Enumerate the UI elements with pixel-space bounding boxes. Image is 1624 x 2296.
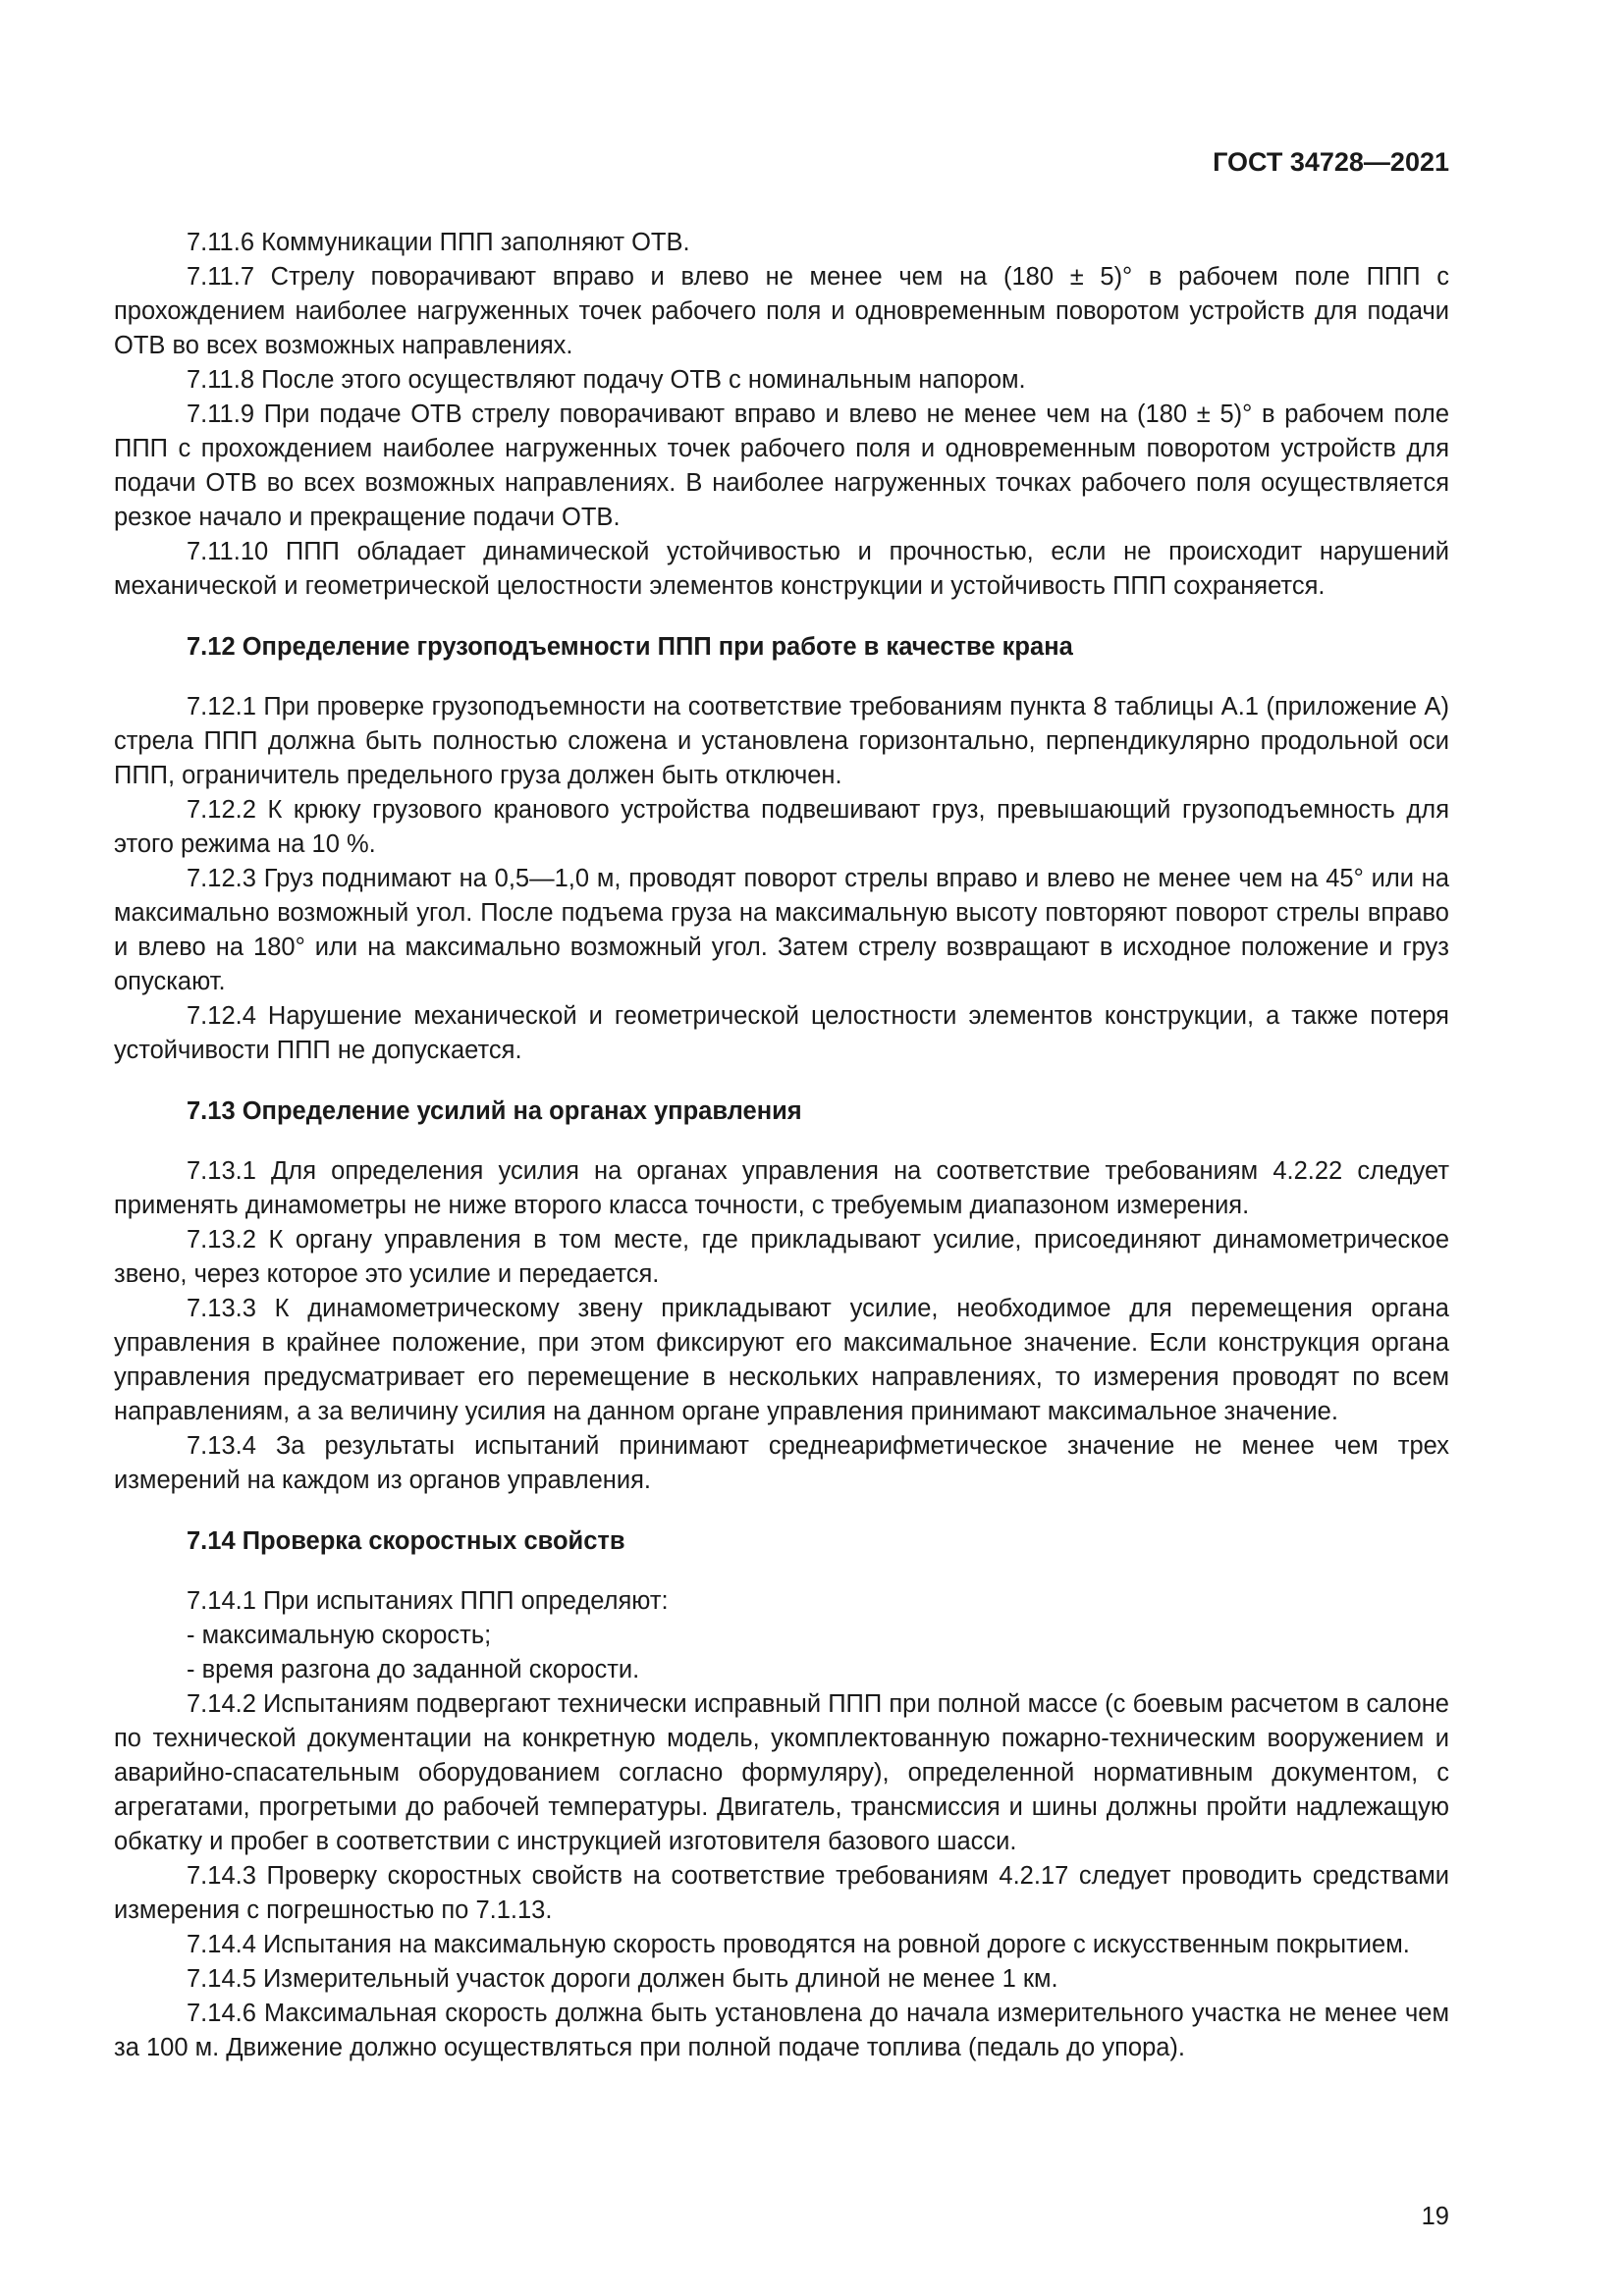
document-header: ГОСТ 34728—2021 bbox=[1213, 147, 1449, 177]
paragraph-7-12-1: 7.12.1 При проверке грузоподъемности на соответствие требованиям пункта 8 таблицы А.1 (приложение А) стрела ППП должна быть полностью сложена и установлена горизонтально, перпендикулярно продольной оси ППП, ограничитель предельного груза должен быть отключен. bbox=[114, 693, 1449, 789]
section-heading-7-14: 7.14 Проверка скоростных свойств bbox=[187, 1527, 625, 1555]
document-page bbox=[114, 0, 1449, 2296]
paragraph-7-14-6: 7.14.6 Максимальная скорость должна быть установлена до начала измерительного участка не менее чем за 100 м. Движение должно осуществляться при полной подаче топлива (педаль до упора). bbox=[114, 2000, 1449, 2061]
paragraph-7-14-4: 7.14.4 Испытания на максимальную скорость проводятся на ровной дороге с искусственным покрытием. bbox=[187, 1931, 1410, 1958]
paragraph-7-11-8: 7.11.8 После этого осуществляют подачу ОТВ с номинальным напором. bbox=[187, 366, 1026, 394]
paragraph-7-13-2: 7.13.2 К органу управления в том месте, где прикладывают усилие, присоединяют динамометрическое звено, через которое это усилие и передается. bbox=[114, 1226, 1449, 1288]
paragraph-7-13-4: 7.13.4 За результаты испытаний принимают среднеарифметическое значение не менее чем трех измерений на каждом из органов управления. bbox=[114, 1432, 1449, 1494]
section-heading-7-12: 7.12 Определение грузоподъемности ППП при работе в качестве крана bbox=[187, 633, 1073, 661]
paragraph-7-14-2: 7.14.2 Испытаниям подвергают технически исправный ППП при полной массе (с боевым расчетом в салоне по технической документации на конкретную модель, укомплектованную пожарно-техническим вооружением и аварийно-спасательным оборудованием согласно формуляру), определенной нормативным документом, с агрегатами, прогретыми до рабочей температуры. Двигатель, трансмиссия и шины должны пройти надлежащую обкатку и пробег в соответствии с инструкцией изготовителя базового шасси. bbox=[114, 1690, 1449, 1855]
list-item: - время разгона до заданной скорости. bbox=[187, 1656, 640, 1683]
paragraph-7-14-1: 7.14.1 При испытаниях ППП определяют: bbox=[187, 1587, 669, 1615]
paragraph-7-13-1: 7.13.1 Для определения усилия на органах управления на соответствие требованиям 4.2.22 следует применять динамометры не ниже второго класса точности, с требуемым диапазоном измерения. bbox=[114, 1157, 1449, 1219]
list-item: - максимальную скорость; bbox=[187, 1622, 492, 1649]
paragraph-7-14-3: 7.14.3 Проверку скоростных свойств на соответствие требованиям 4.2.17 следует проводить средствами измерения с погрешностью по 7.1.13. bbox=[114, 1862, 1449, 1924]
paragraph-7-13-3: 7.13.3 К динамометрическому звену прикладывают усилие, необходимое для перемещения органа управления в крайнее положение, при этом фиксируют его максимальное значение. Если конструкция органа управления предусматривает его перемещение в нескольких направлениях, то измерения проводят по всем направлениям, а за величину усилия на данном органе управления принимают максимальное значение. bbox=[114, 1295, 1449, 1425]
paragraph-7-11-9: 7.11.9 При подаче ОТВ стрелу поворачивают вправо и влево не менее чем на (180 ± 5)° в рабочем поле ППП с прохождением наиболее нагруженных точек рабочего поля и одновременным поворотом устройств для подачи ОТВ во всех возможных направлениях. В наиболее нагруженных точках рабочего поля осуществляется резкое начало и прекращение подачи ОТВ. bbox=[114, 400, 1449, 531]
page-number: 19 bbox=[1421, 2203, 1449, 2230]
section-heading-7-13: 7.13 Определение усилий на органах управления bbox=[187, 1097, 802, 1125]
paragraph-7-12-3: 7.12.3 Груз поднимают на 0,5—1,0 м, проводят поворот стрелы вправо и влево не менее чем на 45° или на максимально возможный угол. После подъема груза на максимальную высоту повторяют поворот стрелы вправо и влево на 180° или на максимально возможный угол. Затем стрелу возвращают в исходное положение и груз опускают. bbox=[114, 865, 1449, 995]
paragraph-7-14-5: 7.14.5 Измерительный участок дороги должен быть длиной не менее 1 км. bbox=[187, 1965, 1058, 1993]
paragraph-7-11-6: 7.11.6 Коммуникации ППП заполняют ОТВ. bbox=[187, 229, 690, 256]
paragraph-7-11-10: 7.11.10 ППП обладает динамической устойчивостью и прочностью, если не происходит нарушений механической и геометрической целостности элементов конструкции и устойчивость ППП сохраняется. bbox=[114, 538, 1449, 600]
paragraph-7-11-7: 7.11.7 Стрелу поворачивают вправо и влево не менее чем на (180 ± 5)° в рабочем поле ППП с прохождением наиболее нагруженных точек рабочего поля и одновременным поворотом устройств для подачи ОТВ во всех возможных направлениях. bbox=[114, 263, 1449, 359]
document-body bbox=[114, 226, 1449, 2065]
paragraph-7-12-4: 7.12.4 Нарушение механической и геометрической целостности элементов конструкции, а также потеря устойчивости ППП не допускается. bbox=[114, 1002, 1449, 1064]
paragraph-7-12-2: 7.12.2 К крюку грузового кранового устройства подвешивают груз, превышающий грузоподъемность для этого режима на 10 %. bbox=[114, 796, 1449, 858]
